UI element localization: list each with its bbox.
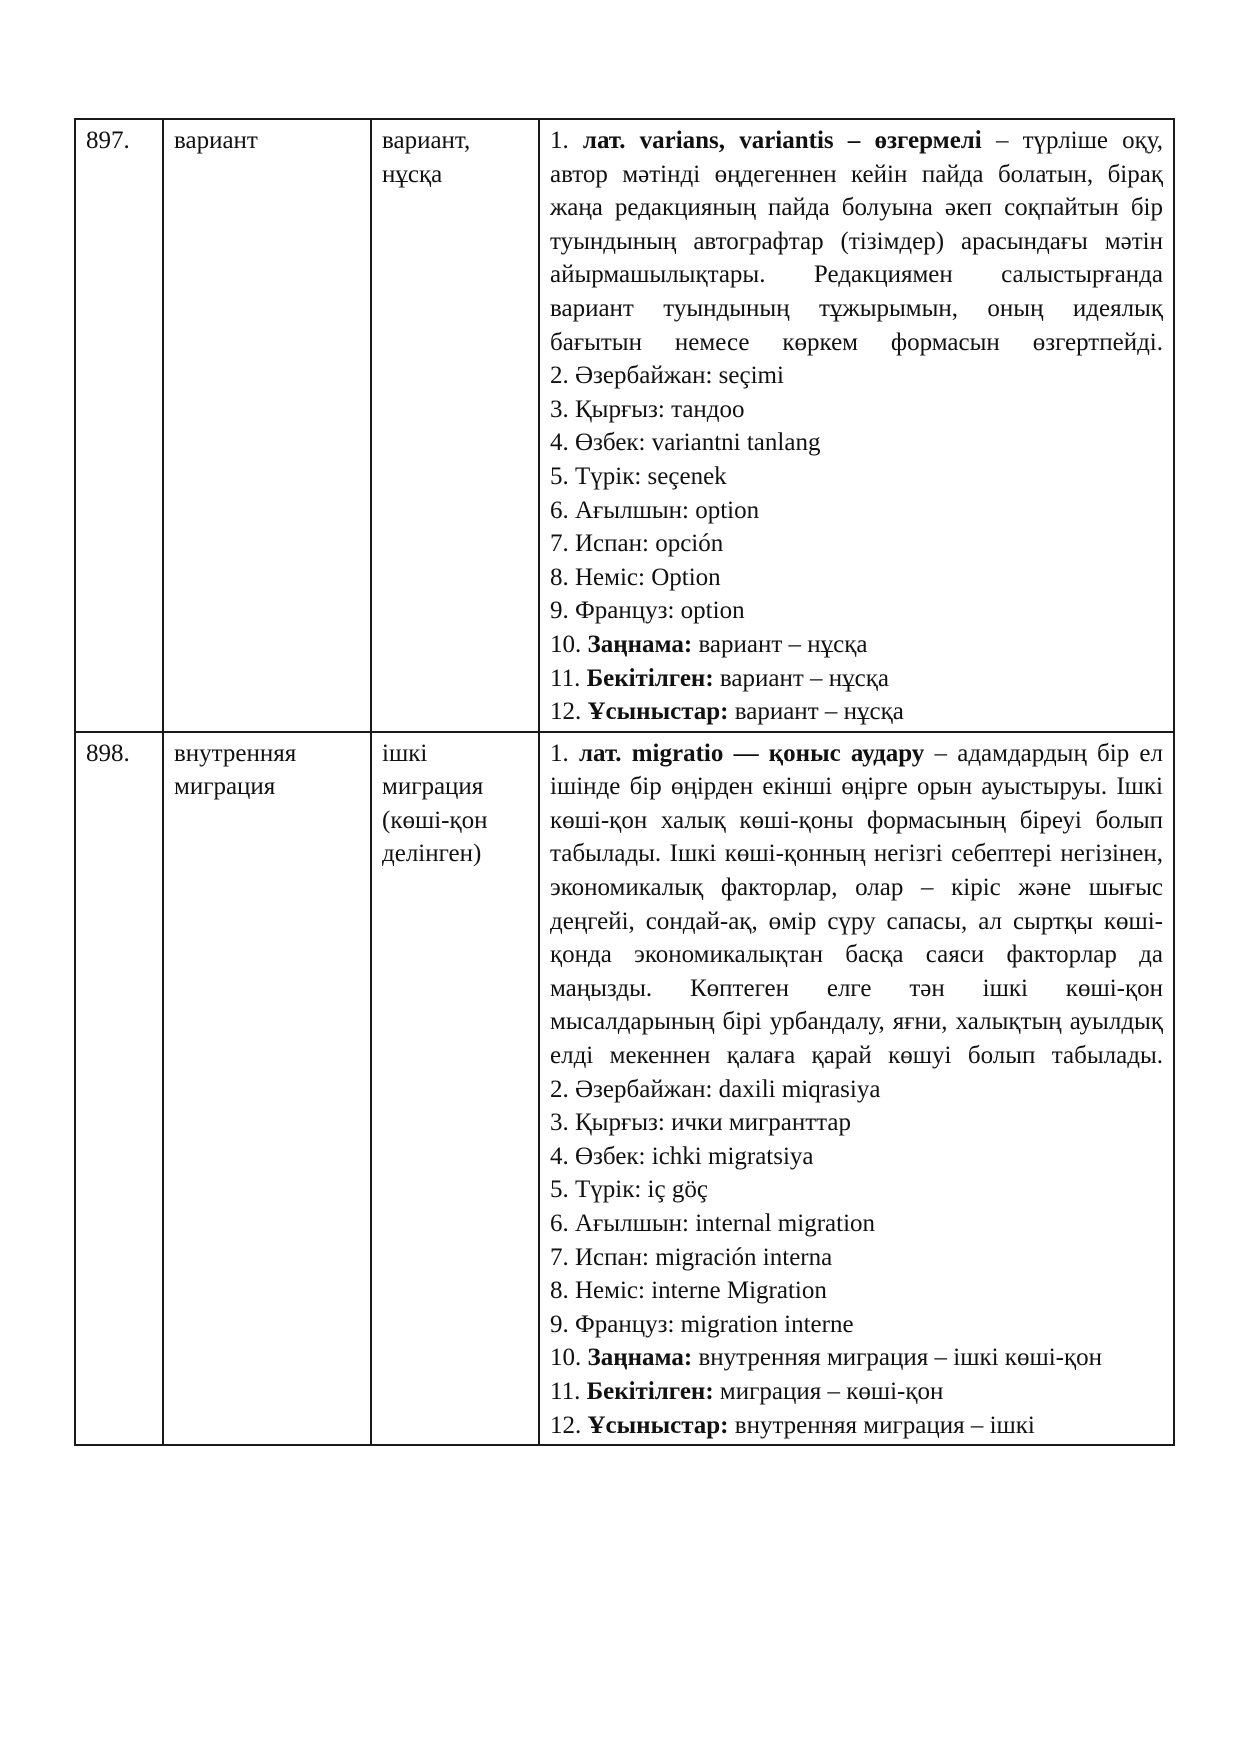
translation-line: 8. Неміс: Option bbox=[550, 563, 721, 591]
translation-line: 8. Неміс: interne Migration bbox=[550, 1277, 827, 1305]
translation-line: 9. Француз: migration interne bbox=[550, 1310, 854, 1338]
glossary-table bbox=[74, 118, 1175, 1446]
etymology: лат. migratio — қоныс аудару bbox=[578, 739, 925, 767]
translation-line: 3. Қырғыз: тандоо bbox=[550, 395, 745, 423]
term-kazakh: ішкі миграция (көші-қон делінген) bbox=[371, 732, 539, 1445]
translation-line: 7. Испан: migración interna bbox=[550, 1243, 833, 1271]
table-row bbox=[75, 119, 1174, 732]
definition-text: – түрліше оқу, автор мәтінді өңдегеннен кейін пайда болатын, бірақ жаңа редакцияның пайда болуына әкеп соқпайтын бір туындының автографтар (тізімдер) арасындағы мәтін айырмашылықтары. Редакциямен салыстырғанда вариант туындының тұжырымын, оның идеялық бағытын немесе көркем формасын өзгертпейді. bbox=[550, 127, 1164, 356]
table-row bbox=[75, 732, 1174, 1445]
definition-paragraph: 1. лат. migratio — қоныс аудару – адамдардың бір ел ішінде бір өңірден екінші өңірге орын ауыстыруы. Ішкі көші-қон халық көші-қоны формасының біреуі болып табылады. Ішкі көші-қонның негізгі себептері негізінен, экономикалық факторлар, олар – кіріс және шығыс деңгейі, сондай-ақ, өмір сүру сапасы, ал сыртқы көші-қонда экономикалықтан басқа саяси факторлар да маңызды. Көптеген елге тән ішкі көші-қон мысалдарының бірі урбандалу, яғни, халықтың ауылдық елді мекеннен қалаға қарай көшуі болып табылады. bbox=[550, 739, 1164, 1070]
definition-paragraph: 1. лат. varians, variantis – өзгермелі – түрліше оқу, автор мәтінді өңдегеннен кейін пайда болатын, бірақ жаңа редакцияның пайда болуына әкеп соқпайтын бір туындының автографтар (тізімдер) арасындағы мәтін айырмашылықтары. Редакциямен салыстырғанда вариант туындының тұжырымын, оның идеялық бағытын немесе көркем формасын өзгертпейді. bbox=[550, 127, 1164, 356]
term-russian: внутренняя миграция bbox=[163, 732, 371, 1445]
term-kazakh: вариант, нұсқа bbox=[371, 119, 539, 732]
law-line: 10. Заңнама: внутренняя миграция – ішкі көші-қон bbox=[550, 1344, 1102, 1372]
translation-line: 6. Ағылшын: internal migration bbox=[550, 1210, 876, 1237]
definition-cell bbox=[539, 732, 1174, 1445]
definition-text: – адамдардың бір ел ішінде бір өңірден екінші өңірге орын ауыстыруы. Ішкі көші-қон халық көші-қоны формасының біреуі болып табылады. Ішкі көші-қонның негізгі себептері негізінен, экономикалық факторлар, олар – кіріс және шығыс деңгейі, сондай-ақ, өмір сүру сапасы, ал сыртқы көші-қонда экономикалықтан басқа саяси факторлар да маңызды. Көптеген елге тән ішкі көші-қон мысалдарының бірі урбандалу, яғни, халықтың ауылдық елді мекеннен қалаға қарай көшуі болып табылады. bbox=[550, 739, 1164, 1070]
translation-line: 4. Өзбек: ichki migratsiya bbox=[550, 1142, 814, 1170]
entry-number: 897. bbox=[75, 119, 163, 732]
etymology: лат. varians, variantis – өзгермелі bbox=[582, 127, 982, 154]
translation-line: 4. Өзбек: variantni tanlang bbox=[550, 429, 821, 457]
proposed-line: 12. Ұсыныстар: внутренняя миграция – ішкі bbox=[550, 1411, 1035, 1439]
definition-cell bbox=[539, 119, 1174, 732]
translation-line: 2. Әзербайжан: daxili miqrasiya bbox=[550, 1075, 881, 1103]
translation-line: 7. Испан: opción bbox=[550, 530, 724, 558]
translation-line: 9. Француз: option bbox=[550, 597, 745, 625]
proposed-line: 12. Ұсыныстар: вариант – нұсқа bbox=[550, 698, 904, 726]
term-russian: вариант bbox=[163, 119, 371, 732]
translation-line: 3. Қырғыз: ички мигранттар bbox=[550, 1109, 852, 1137]
translation-line: 2. Әзербайжан: seçimi bbox=[550, 362, 784, 390]
translation-line: 6. Ағылшын: option bbox=[550, 496, 760, 524]
translation-line: 5. Түрік: iç göç bbox=[550, 1176, 708, 1204]
approved-line: 11. Бекітілген: миграция – көші-қон bbox=[550, 1377, 944, 1405]
entry-number: 898. bbox=[75, 732, 163, 1445]
approved-line: 11. Бекітілген: вариант – нұсқа bbox=[550, 664, 889, 692]
law-line: 10. Заңнама: вариант – нұсқа bbox=[550, 630, 868, 658]
translation-line: 5. Түрік: seçenek bbox=[550, 462, 727, 490]
